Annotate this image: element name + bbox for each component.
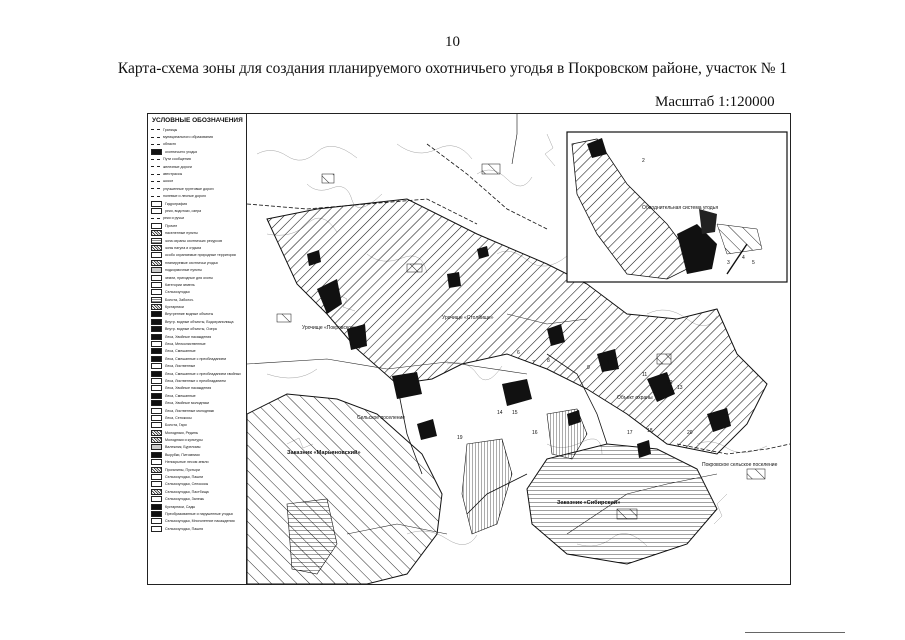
legend-title: УСЛОВНЫЕ ОБОЗНАЧЕНИЯ bbox=[152, 117, 243, 124]
page-number: 10 bbox=[445, 34, 460, 50]
legend-item bbox=[148, 518, 246, 525]
legend-label: реки, водотоки, озера bbox=[165, 208, 202, 213]
legend-swatch bbox=[151, 267, 162, 273]
legend-swatch bbox=[151, 467, 162, 473]
legend-item bbox=[148, 141, 246, 148]
legend-swatch bbox=[151, 218, 160, 219]
legend-swatch bbox=[151, 474, 162, 480]
legend-swatch bbox=[151, 408, 162, 414]
legend-swatch bbox=[151, 289, 162, 295]
legend-swatch bbox=[151, 385, 162, 391]
legend-label: шоссе bbox=[163, 179, 174, 184]
legend-item bbox=[148, 370, 246, 377]
legend-swatch bbox=[151, 311, 162, 317]
legend-label: зоны нагула и отдыха bbox=[165, 245, 202, 250]
legend-label: Сельхозугодья, Многолетние насаждения bbox=[165, 519, 235, 524]
legend-label: Леса, Сенокосы bbox=[165, 415, 192, 420]
legend-label: Категории земель bbox=[165, 282, 195, 287]
legend-label: Сельхозугодья, Пашни bbox=[165, 475, 204, 480]
map-label-pokrovskoe: Урочище «Покровское» bbox=[302, 325, 357, 331]
legend-item bbox=[148, 289, 246, 296]
legend-item bbox=[148, 237, 246, 244]
zakaznik-left bbox=[247, 394, 442, 584]
parcel-number: 13 bbox=[677, 385, 683, 391]
legend-item bbox=[148, 133, 246, 140]
legend-label: Леса, Смешанные bbox=[165, 349, 196, 354]
legend-swatch bbox=[151, 245, 162, 251]
parcel-number: 10 bbox=[607, 360, 613, 366]
legend-item bbox=[148, 392, 246, 399]
legend-swatch bbox=[151, 356, 162, 362]
legend-item bbox=[148, 185, 246, 192]
legend-item bbox=[148, 510, 246, 517]
legend-swatch bbox=[151, 400, 162, 406]
legend-label: Сельхозугодья, Пашня bbox=[165, 526, 204, 531]
map-label-zakaznik-2: Заказник «Сибирский» bbox=[557, 500, 621, 506]
legend-swatch bbox=[151, 444, 162, 450]
legend-swatch bbox=[151, 326, 162, 332]
legend-swatch bbox=[151, 341, 162, 347]
legend-label: Сельхозугодья, Сенокосы bbox=[165, 482, 209, 487]
legend-swatch bbox=[151, 159, 160, 160]
legend-item bbox=[148, 303, 246, 310]
map-label-settlement-2: Покровское сельское поселение bbox=[702, 462, 778, 468]
legend-item bbox=[148, 281, 246, 288]
legend-swatch bbox=[151, 452, 162, 458]
parcel-number: 9 bbox=[587, 365, 590, 371]
parcel-number: 14 bbox=[497, 410, 503, 416]
legend-swatch bbox=[151, 459, 162, 465]
legend-swatch bbox=[151, 188, 160, 189]
legend-item bbox=[148, 274, 246, 281]
legend-label: Пути сообщения bbox=[163, 157, 191, 162]
legend-swatch bbox=[151, 371, 162, 377]
parcel-number: 1 bbox=[592, 150, 595, 156]
legend-item bbox=[148, 311, 246, 318]
legend-label: Непокрытые лесом земли bbox=[165, 460, 209, 465]
legend-swatch bbox=[151, 348, 162, 354]
legend-swatch bbox=[151, 149, 162, 155]
legend-item bbox=[148, 318, 246, 325]
legend-item bbox=[148, 229, 246, 236]
legend-item bbox=[148, 244, 246, 251]
legend-swatch bbox=[151, 526, 162, 532]
legend-swatch bbox=[151, 260, 162, 266]
legend-label: Преобразованные и нарушенные угодья bbox=[165, 512, 233, 516]
legend-item bbox=[148, 377, 246, 384]
map-label-stolbische: Урочище «Столбище» bbox=[442, 315, 494, 321]
legend-item bbox=[148, 326, 246, 333]
legend-item bbox=[148, 296, 246, 303]
map-legend bbox=[148, 114, 247, 584]
legend-swatch bbox=[151, 238, 162, 244]
legend-swatch bbox=[151, 181, 160, 182]
legend-item bbox=[148, 496, 246, 503]
legend-label: Леса, Хвойные молодняки bbox=[165, 401, 210, 406]
page-rule bbox=[745, 632, 845, 633]
legend-label: особо охраняемые природные территории bbox=[165, 253, 237, 258]
strip-zone-1 bbox=[462, 439, 512, 534]
legend-item bbox=[148, 156, 246, 163]
legend-label: Леса, Смешанные bbox=[165, 393, 196, 398]
legend-swatch bbox=[151, 282, 162, 288]
parcel-number: 3 bbox=[727, 260, 730, 266]
map-frame bbox=[147, 113, 791, 585]
legend-swatch bbox=[151, 496, 162, 502]
legend-item bbox=[148, 163, 246, 170]
legend-swatch bbox=[151, 430, 162, 436]
legend-swatch bbox=[151, 201, 162, 207]
legend-label: области bbox=[163, 142, 177, 147]
legend-item bbox=[148, 363, 246, 370]
legend-item bbox=[148, 340, 246, 347]
legend-swatch bbox=[151, 208, 162, 214]
legend-label: Внутр. водные объекты, Озера bbox=[165, 327, 217, 332]
legend-label: Леса, Смешанные с преобладанием хвойных bbox=[165, 371, 241, 376]
legend-item bbox=[148, 429, 246, 436]
legend-label: Сельхозугодья, Залежь bbox=[165, 497, 205, 502]
legend-swatch bbox=[151, 319, 162, 325]
legend-swatch bbox=[151, 511, 162, 517]
parcel-number: 17 bbox=[627, 430, 633, 436]
legend-label: Леса, Хвойные насаждения bbox=[165, 386, 212, 391]
legend-label: Прочее bbox=[165, 223, 178, 228]
legend-item bbox=[148, 466, 246, 473]
legend-label: Болота, Гари bbox=[165, 423, 187, 428]
parcel-number: 11 bbox=[642, 372, 648, 378]
legend-label: Леса, Лиственные с преобладанием bbox=[165, 378, 226, 383]
parcel-number: 2 bbox=[642, 158, 645, 164]
legend-label: Валежник, Буреломы bbox=[165, 445, 201, 450]
legend-item bbox=[148, 126, 246, 133]
legend-label: зона охраны охотничьих ресурсов bbox=[165, 238, 223, 243]
legend-item bbox=[148, 207, 246, 214]
legend-label: Кустарники, Сады bbox=[165, 504, 196, 509]
legend-label: полевые и лесные дороги bbox=[163, 194, 207, 199]
legend-label: Сельхозугодья, Пастбища bbox=[165, 489, 209, 494]
legend-label: Кустарники bbox=[165, 305, 184, 310]
legend-swatch bbox=[151, 518, 162, 524]
legend-label: подкормочные пункты bbox=[165, 268, 202, 273]
parcel-number: 18 bbox=[647, 428, 653, 434]
legend-item bbox=[148, 252, 246, 259]
legend-item bbox=[148, 215, 246, 222]
legend-swatch bbox=[151, 334, 162, 340]
parcel-number: 16 bbox=[532, 430, 538, 436]
legend-label: Леса, Смешанные с преобладанием bbox=[165, 356, 226, 361]
parcel-number: 12 bbox=[667, 380, 673, 386]
legend-item bbox=[148, 451, 246, 458]
legend-item bbox=[148, 422, 246, 429]
legend-swatch bbox=[151, 363, 162, 369]
map-label-zakaznik-1: Заказник «Марьяновский» bbox=[287, 450, 361, 456]
legend-label: Леса, Лиственные молодняки bbox=[165, 408, 215, 413]
legend-label: Внутр. водные объекты, Водохранилища bbox=[165, 319, 234, 324]
legend-label: реки и ручьи bbox=[163, 216, 185, 221]
legend-item bbox=[148, 355, 246, 362]
legend-item bbox=[148, 200, 246, 207]
legend-item bbox=[148, 178, 246, 185]
legend-swatch bbox=[151, 437, 162, 443]
legend-item bbox=[148, 193, 246, 200]
legend-item bbox=[148, 525, 246, 532]
legend-swatch bbox=[151, 196, 160, 197]
legend-swatch bbox=[151, 137, 160, 138]
legend-swatch bbox=[151, 166, 160, 167]
legend-label: Болота, Заболоч. bbox=[165, 297, 195, 302]
inset-label: Обводнительная система угодья bbox=[642, 205, 719, 211]
legend-item bbox=[148, 259, 246, 266]
zakaznik-right bbox=[527, 444, 717, 564]
legend-label: Молодняки и культуры bbox=[165, 438, 203, 443]
legend-item bbox=[148, 399, 246, 406]
legend-item bbox=[148, 266, 246, 273]
legend-label: Границы bbox=[163, 127, 178, 132]
legend-swatch bbox=[151, 174, 160, 175]
map-title: Карта-схема зоны для создания планируемого охотничьего угодья в Покровском районе, участок № 1 bbox=[117, 60, 788, 77]
legend-item bbox=[148, 148, 246, 155]
legend-swatch bbox=[151, 230, 162, 236]
legend-swatch bbox=[151, 297, 162, 303]
map-label-obekt: Объект охраны bbox=[617, 395, 653, 401]
legend-swatch bbox=[151, 422, 162, 428]
legend-item bbox=[148, 348, 246, 355]
legend-label: Леса, Хвойные насаждения bbox=[165, 334, 212, 339]
legend-item bbox=[148, 503, 246, 510]
legend-item bbox=[148, 459, 246, 466]
legend-label: муниципального образования bbox=[163, 135, 213, 140]
legend-item bbox=[148, 488, 246, 495]
legend-label: автотрассы bbox=[163, 172, 183, 177]
legend-swatch bbox=[151, 378, 162, 384]
map-label-settlement-1: Сельское поселение bbox=[357, 415, 406, 421]
legend-swatch bbox=[151, 304, 162, 310]
parcel-number: 20 bbox=[687, 430, 693, 436]
legend-item bbox=[148, 473, 246, 480]
legend-label: Сельхозугодья bbox=[165, 290, 190, 295]
legend-item bbox=[148, 333, 246, 340]
map-canvas bbox=[247, 114, 790, 584]
parcel-number: 5 bbox=[752, 260, 755, 266]
legend-label: улучшенные грунтовые дороги bbox=[163, 186, 215, 191]
legend-label: Гидрография bbox=[165, 201, 188, 206]
legend-label: Леса, Лиственные bbox=[165, 364, 196, 369]
legend-label: планируемые охотничьи угодья bbox=[165, 260, 218, 265]
legend-item bbox=[148, 385, 246, 392]
legend-swatch bbox=[151, 129, 160, 130]
legend-swatch bbox=[151, 275, 162, 281]
legend-swatch bbox=[151, 415, 162, 421]
parcel-number: 19 bbox=[457, 435, 463, 441]
legend-swatch bbox=[151, 144, 160, 145]
legend-item bbox=[148, 414, 246, 421]
map-scale: Масштаб 1:120000 bbox=[655, 94, 775, 110]
parcel-number: 7 bbox=[532, 360, 535, 366]
parcel-number: 6 bbox=[517, 350, 520, 356]
legend-label: Вырубки, Питомники bbox=[165, 452, 200, 457]
legend-label: населенные пункты bbox=[165, 231, 198, 236]
legend-label: Молодняки, Редины bbox=[165, 430, 199, 435]
parcel-number: 4 bbox=[742, 255, 745, 261]
legend-item bbox=[148, 407, 246, 414]
legend-label: Прогалины, Пустыри bbox=[165, 467, 200, 472]
legend-label: земли, пригодные для охоты bbox=[165, 275, 213, 280]
legend-item bbox=[148, 436, 246, 443]
legend-item bbox=[148, 444, 246, 451]
legend-label: охотничьего угодья bbox=[165, 149, 198, 154]
legend-swatch bbox=[151, 504, 162, 510]
legend-item bbox=[148, 222, 246, 229]
legend-label: железные дороги bbox=[163, 164, 192, 169]
legend-swatch bbox=[151, 393, 162, 399]
legend-label: Внутренние водные объекты bbox=[165, 312, 214, 317]
legend-swatch bbox=[151, 489, 162, 495]
parcel-number: 8 bbox=[547, 358, 550, 364]
parcel-number: 15 bbox=[512, 410, 518, 416]
legend-label: Леса, Мелколиственные bbox=[165, 342, 206, 347]
legend-item bbox=[148, 481, 246, 488]
legend-swatch bbox=[151, 481, 162, 487]
legend-item bbox=[148, 170, 246, 177]
legend-swatch bbox=[151, 252, 162, 258]
legend-swatch bbox=[151, 223, 162, 229]
legend-items bbox=[148, 126, 246, 532]
